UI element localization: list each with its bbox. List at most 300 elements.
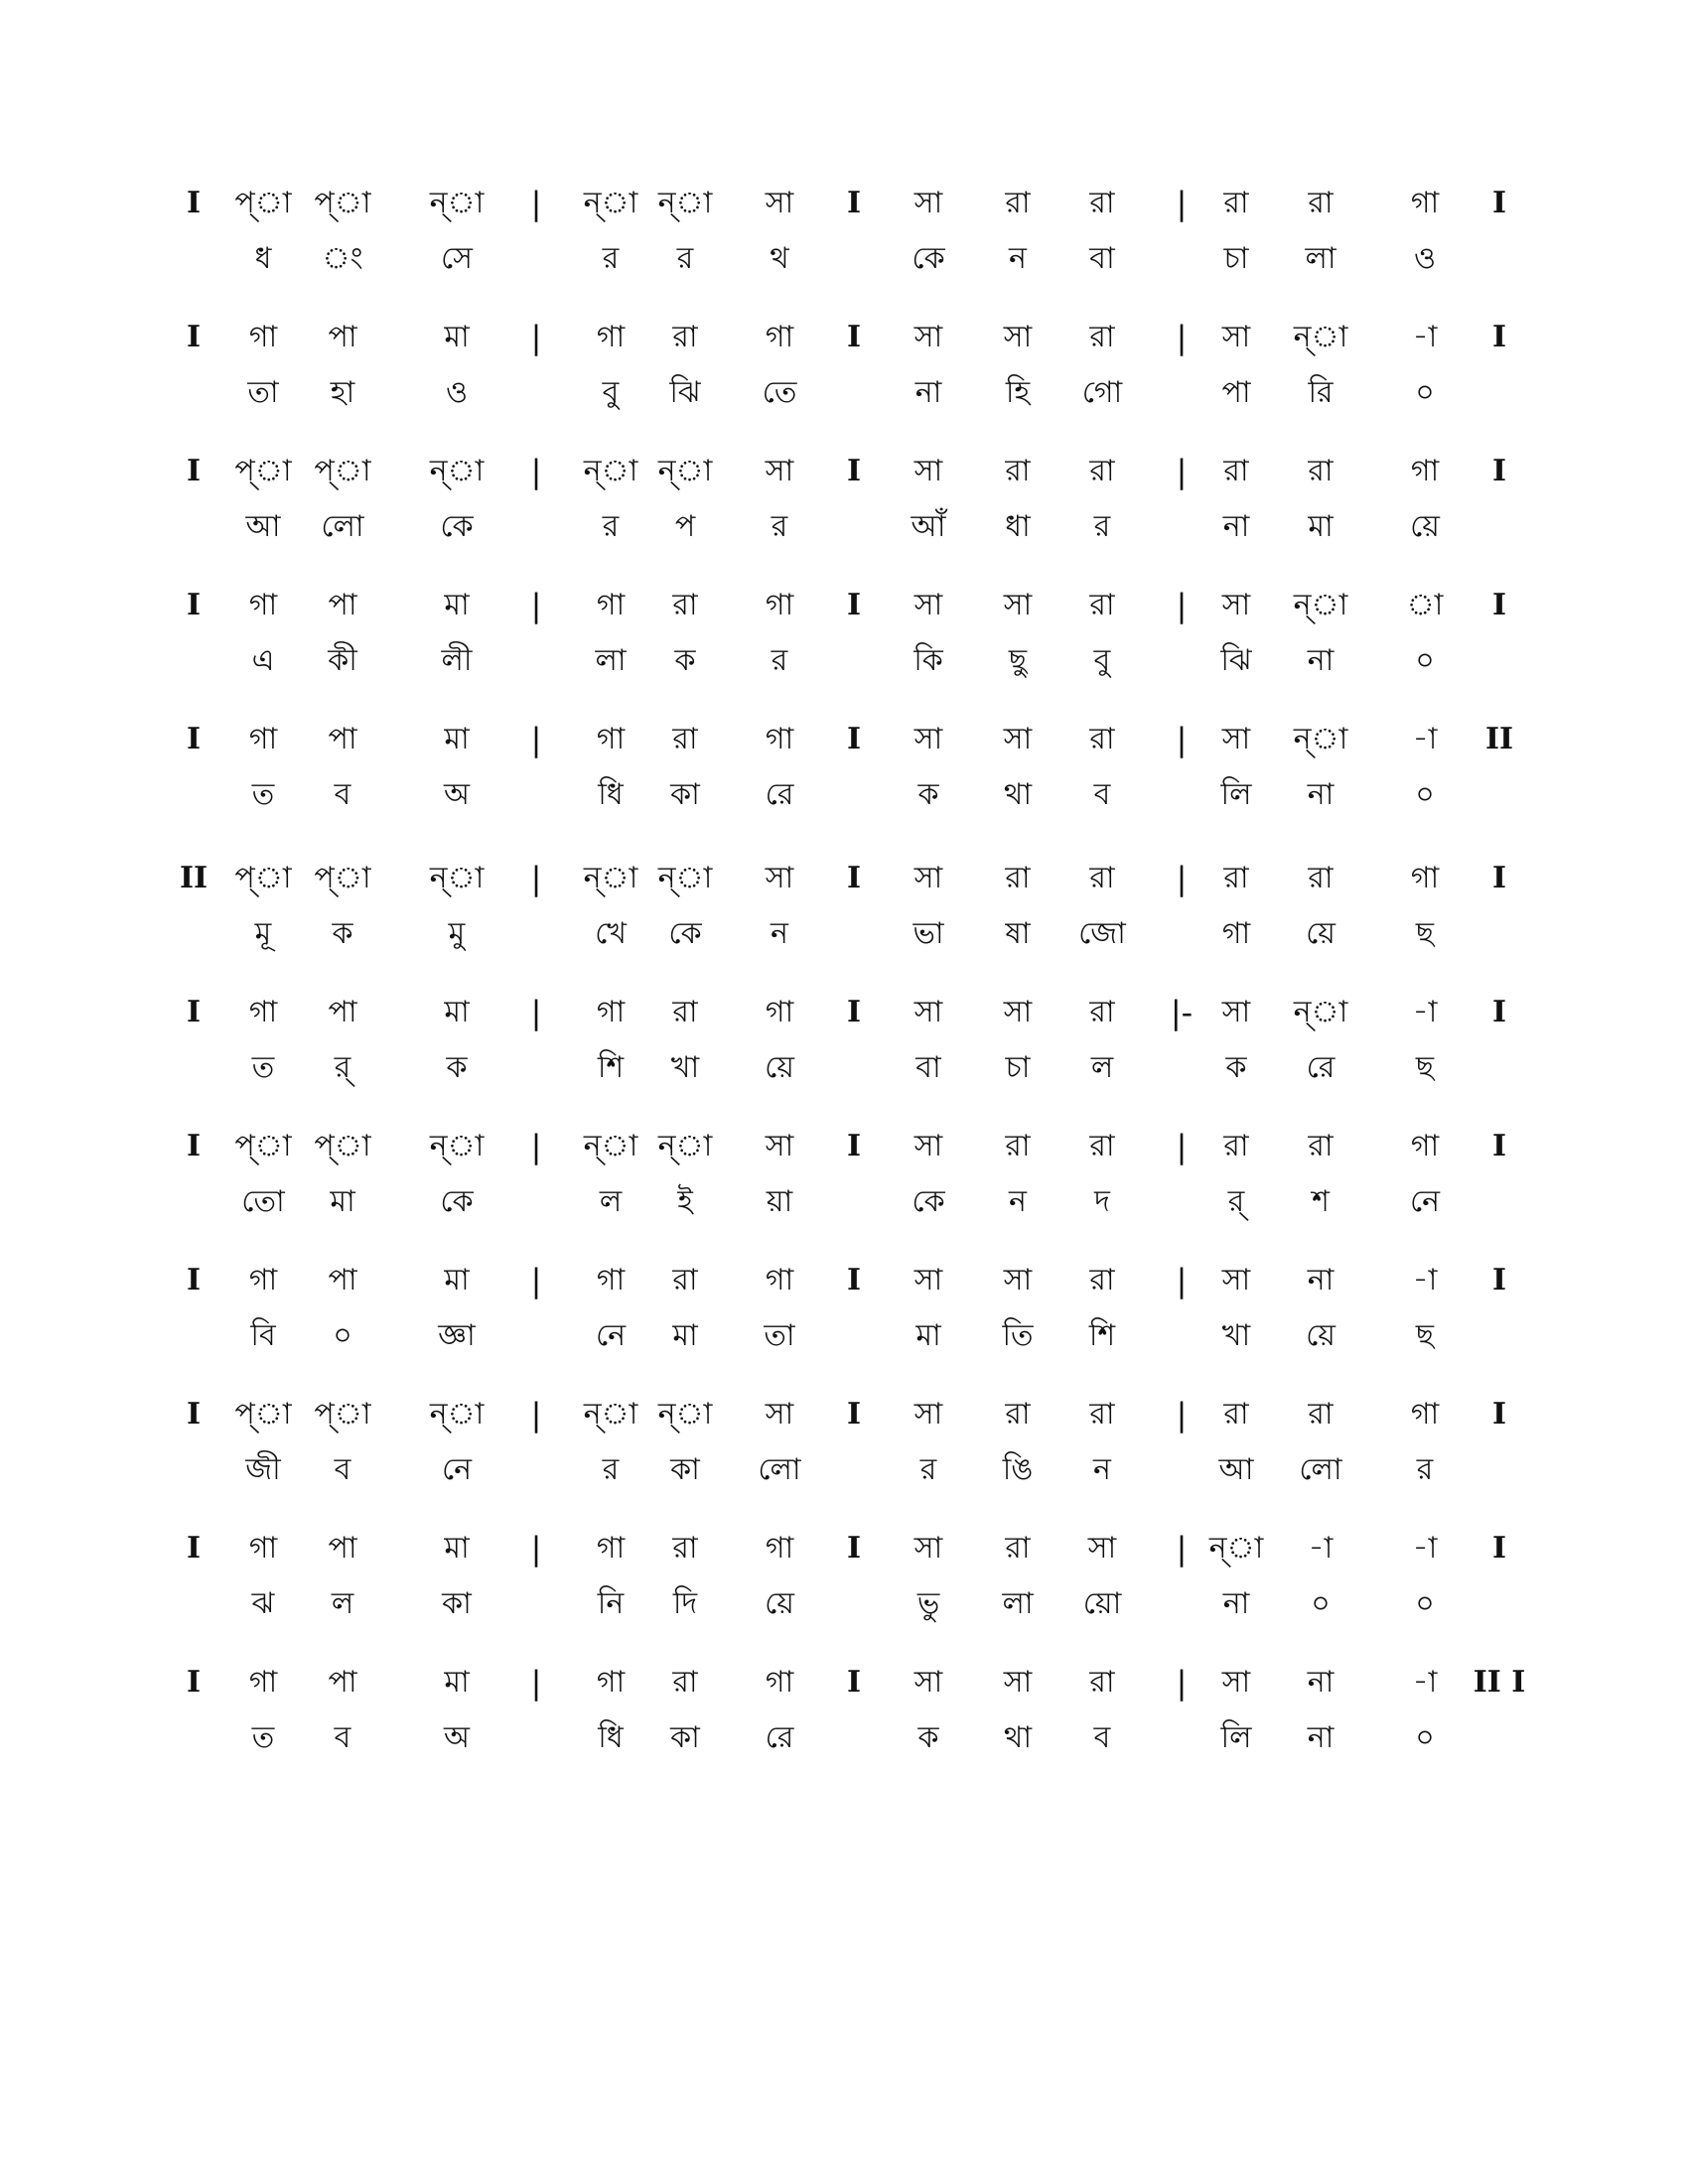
swara-line — [0, 988, 1688, 1037]
lyric-syllable: র — [1416, 1452, 1434, 1487]
swara-note: -া — [1412, 995, 1438, 1029]
lyric-syllable: ভা — [913, 916, 944, 951]
lyric-syllable: তি — [1002, 1318, 1034, 1353]
lyric-syllable: নে — [595, 1318, 627, 1353]
lyric-syllable: আঁ — [911, 509, 946, 544]
swara-note: গা — [1410, 186, 1440, 220]
lyric-syllable: ও — [445, 375, 469, 410]
lyric-syllable: মা — [1308, 509, 1334, 544]
lyric-syllable: র — [676, 241, 694, 276]
swara-note: রা — [1089, 1665, 1115, 1700]
lyric-syllable: পা — [1221, 375, 1251, 410]
lyric-syllable: ০ — [1415, 1586, 1435, 1621]
lyric-syllable: লি — [1220, 1720, 1252, 1755]
lyric-syllable: লা — [1002, 1586, 1034, 1621]
swara-note: গা — [765, 1665, 794, 1700]
notation-row — [0, 313, 1688, 432]
bar-line: I — [1491, 454, 1507, 488]
swara-note: গা — [596, 320, 626, 354]
bar-line: |- — [1170, 994, 1194, 1031]
lyric-syllable: র — [771, 643, 788, 678]
lyric-syllable: ক — [917, 1720, 939, 1755]
notation-row — [0, 447, 1688, 566]
notation-row — [0, 988, 1688, 1107]
lyric-syllable: ০ — [1311, 1586, 1331, 1621]
swara-line — [0, 1122, 1688, 1171]
swara-note: রা — [672, 1531, 698, 1566]
bar-line: I — [1491, 861, 1507, 895]
bar-line: I — [186, 1531, 202, 1566]
swara-note: রা — [1089, 1397, 1115, 1432]
swara-note: সা — [914, 320, 943, 354]
swara-line — [0, 1658, 1688, 1707]
lyric-syllable: লো — [758, 1452, 801, 1487]
swara-note: রা — [1005, 454, 1031, 488]
swara-note: রা — [1223, 186, 1249, 220]
bar-line: | — [530, 860, 542, 897]
bar-line: I — [846, 1129, 862, 1163]
swara-note: রা — [1223, 454, 1249, 488]
swara-note: প্‌া — [234, 1129, 292, 1163]
swara-note: -া — [1412, 1665, 1438, 1700]
swara-line — [0, 447, 1688, 496]
lyric-syllable: য়া — [766, 1184, 793, 1219]
lyric-syllable: নে — [1409, 1184, 1441, 1219]
swara-note: সা — [1003, 1263, 1033, 1297]
lyric-syllable: মা — [330, 1184, 355, 1219]
lyric-line — [0, 1579, 1688, 1629]
lyric-syllable: ষা — [1005, 916, 1031, 951]
swara-note: গা — [1410, 1129, 1440, 1163]
swara-note: পা — [328, 588, 357, 622]
swara-note: রা — [672, 320, 698, 354]
bar-line: I — [846, 186, 862, 220]
swara-note: পা — [328, 722, 357, 756]
swara-note: প্‌া — [314, 1129, 371, 1163]
notation-row — [0, 715, 1688, 834]
lyric-syllable: ব — [334, 1452, 352, 1487]
bar-line: I — [1491, 1531, 1507, 1566]
bar-line: | — [530, 1128, 542, 1165]
swara-note: রা — [1308, 1397, 1334, 1432]
swara-line — [0, 1256, 1688, 1305]
lyric-syllable: ত — [251, 1720, 275, 1755]
notation-row — [0, 581, 1688, 700]
lyric-line — [0, 1713, 1688, 1763]
swara-note: গা — [248, 722, 278, 756]
swara-note: -া — [1412, 320, 1438, 354]
lyric-syllable: ঝি — [1220, 643, 1252, 678]
swara-note: ন্‌া — [1208, 1531, 1264, 1566]
lyric-line — [0, 502, 1688, 552]
swara-note: রা — [1308, 861, 1334, 895]
swara-note: সা — [1221, 722, 1251, 756]
lyric-syllable: কী — [328, 643, 357, 678]
lyric-syllable: নি — [597, 1586, 625, 1621]
lyric-line — [0, 636, 1688, 686]
swara-note: গা — [248, 588, 278, 622]
lyric-syllable: র — [919, 1452, 937, 1487]
lyric-syllable: রে — [765, 1720, 794, 1755]
bar-line: | — [1176, 1396, 1188, 1433]
lyric-syllable: ধি — [598, 1720, 624, 1755]
bar-line: I — [186, 722, 202, 756]
bar-line: I — [846, 454, 862, 488]
swara-note: ন্‌া — [1293, 588, 1348, 622]
swara-note: সা — [1221, 1665, 1251, 1700]
lyric-syllable: য়ে — [1306, 916, 1336, 951]
lyric-syllable: ই — [677, 1184, 693, 1219]
lyric-syllable: ধ — [254, 241, 272, 276]
lyric-syllable: ০ — [1415, 777, 1435, 812]
swara-line — [0, 1524, 1688, 1573]
swara-note: রা — [1089, 995, 1115, 1029]
swara-note: মা — [444, 1263, 470, 1297]
lyric-syllable: থা — [1003, 1720, 1033, 1755]
lyric-syllable: ছ — [1415, 1050, 1435, 1085]
lyric-syllable: ক — [446, 1050, 468, 1085]
lyric-syllable: গো — [1081, 375, 1123, 410]
lyric-syllable: দ — [1094, 1184, 1110, 1219]
lyric-syllable: ং — [322, 241, 363, 276]
swara-note: সা — [1221, 995, 1251, 1029]
bar-line: | — [1176, 185, 1188, 222]
swara-note: ন্‌া — [583, 1129, 638, 1163]
bar-line: I — [846, 320, 862, 354]
lyric-syllable: ব — [334, 777, 352, 812]
swara-note: রা — [1308, 1129, 1334, 1163]
lyric-syllable: কে — [440, 509, 474, 544]
swara-note: গা — [765, 722, 794, 756]
lyric-syllable: ধি — [598, 777, 624, 812]
bar-line: | — [1176, 860, 1188, 897]
lyric-syllable: ধা — [1005, 509, 1031, 544]
lyric-syllable: কে — [440, 1184, 474, 1219]
bar-line: I — [846, 995, 862, 1029]
swara-note: ন্‌া — [429, 861, 485, 895]
swara-note: গা — [596, 1263, 626, 1297]
lyric-syllable: লো — [321, 509, 364, 544]
bar-line: I — [846, 1665, 862, 1700]
swara-note: রা — [1089, 454, 1115, 488]
bar-line: | — [1176, 1530, 1188, 1568]
lyric-syllable: তা — [247, 375, 279, 410]
bar-line: | — [1176, 1128, 1188, 1165]
swara-note: সা — [1003, 588, 1033, 622]
swara-note: রা — [1089, 186, 1115, 220]
swara-note: গা — [1410, 454, 1440, 488]
swara-note: সা — [1221, 1263, 1251, 1297]
swara-note: -া — [1412, 1263, 1438, 1297]
swara-note: সা — [914, 1665, 943, 1700]
bar-line: | — [530, 1664, 542, 1702]
swara-note: রা — [672, 1665, 698, 1700]
bar-line: | — [530, 587, 542, 624]
bar-line: | — [530, 721, 542, 758]
swara-note: সা — [1221, 320, 1251, 354]
swara-note: প্‌া — [314, 861, 371, 895]
swara-line — [0, 1390, 1688, 1439]
bar-line: II — [179, 861, 209, 895]
lyric-syllable: বু — [602, 375, 620, 410]
lyric-syllable: বা — [1089, 241, 1115, 276]
lyric-syllable: লো — [1299, 1452, 1342, 1487]
lyric-syllable: খে — [595, 916, 627, 951]
lyric-syllable: ছ — [1415, 916, 1435, 951]
swara-note: সা — [765, 1129, 794, 1163]
lyric-syllable: মা — [915, 1318, 941, 1353]
lyric-line — [0, 1445, 1688, 1495]
bar-line: II — [1484, 722, 1514, 756]
swara-note: রা — [1005, 1129, 1031, 1163]
lyric-syllable: মা — [672, 1318, 698, 1353]
bar-line: | — [1176, 587, 1188, 624]
swara-note: প্‌া — [234, 1397, 292, 1432]
lyric-syllable: র — [1093, 509, 1111, 544]
swara-note: ন্‌া — [1293, 995, 1348, 1029]
lyric-syllable: শি — [597, 1050, 625, 1085]
lyric-syllable: না — [1307, 643, 1335, 678]
lyric-syllable: ঙি — [1002, 1452, 1034, 1487]
lyric-syllable: না — [1222, 1586, 1250, 1621]
bar-line: I — [1491, 1129, 1507, 1163]
lyric-syllable: ঝ — [251, 1586, 275, 1621]
bar-line: II I — [1473, 1665, 1526, 1700]
swara-note: রা — [1005, 186, 1031, 220]
lyric-syllable: ল — [599, 1184, 623, 1219]
lyric-line — [0, 770, 1688, 820]
lyric-syllable: রি — [1308, 375, 1334, 410]
lyric-syllable: বু — [1093, 643, 1111, 678]
swara-note: ন্‌া — [657, 1397, 713, 1432]
lyric-syllable: ০ — [1415, 375, 1435, 410]
bar-line: | — [1176, 1664, 1188, 1702]
swara-note: ন্‌া — [583, 1397, 638, 1432]
swara-note: সা — [1087, 1531, 1117, 1566]
swara-line — [0, 854, 1688, 903]
lyric-syllable: কে — [912, 1184, 945, 1219]
bar-line: I — [846, 1263, 862, 1297]
swara-note: রা — [1089, 1129, 1115, 1163]
lyric-syllable: ও — [1413, 241, 1437, 276]
lyric-syllable: তো — [241, 1184, 285, 1219]
lyric-syllable: ব — [334, 1720, 352, 1755]
lyric-line — [0, 1311, 1688, 1361]
swara-note: মা — [444, 1531, 470, 1566]
swara-note: ন্‌া — [1293, 722, 1348, 756]
lyric-syllable: জী — [245, 1452, 281, 1487]
swara-note: গা — [765, 588, 794, 622]
lyric-syllable: র — [771, 509, 788, 544]
swara-note: পা — [328, 995, 357, 1029]
bar-line: I — [1491, 1263, 1507, 1297]
swara-note: গা — [765, 1263, 794, 1297]
swara-note: রা — [1223, 1129, 1249, 1163]
lyric-syllable: র — [602, 1452, 620, 1487]
lyric-syllable: হা — [330, 375, 355, 410]
bar-line: I — [186, 1263, 202, 1297]
swara-note: সা — [1221, 588, 1251, 622]
swara-note: ন্‌া — [657, 1129, 713, 1163]
swara-note: গা — [596, 588, 626, 622]
lyric-syllable: ক — [1225, 1050, 1247, 1085]
bar-line: I — [186, 588, 202, 622]
lyric-syllable: রে — [1306, 1050, 1336, 1085]
bar-line: I — [186, 320, 202, 354]
swara-note: রা — [1223, 861, 1249, 895]
lyric-syllable: চা — [1223, 241, 1249, 276]
lyric-syllable: ছু — [1008, 643, 1028, 678]
bar-line: | — [530, 1396, 542, 1433]
swara-note: সা — [914, 1263, 943, 1297]
lyric-syllable: ক — [674, 643, 696, 678]
lyric-syllable: গা — [1221, 916, 1251, 951]
lyric-syllable: দি — [672, 1586, 698, 1621]
swara-note: রা — [1089, 320, 1115, 354]
swara-note: সা — [765, 454, 794, 488]
lyric-syllable: কা — [442, 1586, 472, 1621]
lyric-syllable: ব — [1093, 1720, 1111, 1755]
swara-note: গা — [596, 995, 626, 1029]
swara-note: মা — [444, 1665, 470, 1700]
swara-line — [0, 581, 1688, 630]
lyric-syllable: ভু — [916, 1586, 940, 1621]
lyric-syllable: না — [1307, 1720, 1335, 1755]
lyric-syllable: কা — [670, 1452, 700, 1487]
lyric-syllable: ত — [251, 777, 275, 812]
bar-line: I — [186, 1129, 202, 1163]
bar-line: | — [530, 1262, 542, 1299]
swara-note: রা — [672, 995, 698, 1029]
swara-note: গা — [765, 320, 794, 354]
lyric-syllable: র্ — [334, 1050, 352, 1085]
lyric-syllable: না — [1222, 509, 1250, 544]
swara-note: গা — [596, 1665, 626, 1700]
swara-line — [0, 715, 1688, 764]
swara-note: সা — [1003, 1665, 1033, 1700]
swara-note: -া — [1412, 722, 1438, 756]
lyric-syllable: চা — [1005, 1050, 1031, 1085]
bar-line: | — [530, 994, 542, 1031]
swara-note: ন্‌া — [657, 861, 713, 895]
lyric-syllable: ছ — [1415, 1318, 1435, 1353]
lyric-syllable: ন — [1009, 1184, 1027, 1219]
lyric-syllable: ন — [1093, 1452, 1111, 1487]
swara-note: গা — [1410, 861, 1440, 895]
swara-note: রা — [672, 1263, 698, 1297]
swara-note: রা — [1308, 186, 1334, 220]
bar-line: | — [1176, 453, 1188, 490]
swara-note: ন্‌া — [429, 186, 485, 220]
swara-note: রা — [1223, 1397, 1249, 1432]
swara-note: সা — [765, 1397, 794, 1432]
lyric-syllable: বি — [250, 1318, 276, 1353]
swara-note: প্‌া — [314, 1397, 371, 1432]
lyric-syllable: ত — [251, 1050, 275, 1085]
bar-line: I — [186, 1665, 202, 1700]
lyric-syllable: নে — [441, 1452, 473, 1487]
lyric-syllable: অ — [444, 777, 470, 812]
swara-note: রা — [1089, 588, 1115, 622]
lyric-syllable: য়ে — [1410, 509, 1440, 544]
bar-line: I — [1491, 1397, 1507, 1432]
bar-line: I — [846, 861, 862, 895]
lyric-syllable: য়ে — [765, 1586, 794, 1621]
lyric-syllable: লি — [1220, 777, 1252, 812]
swara-note: পা — [328, 320, 357, 354]
swara-note: া — [1406, 588, 1444, 622]
swara-note: না — [1307, 1665, 1335, 1700]
lyric-syllable: না — [914, 375, 942, 410]
lyric-syllable: য়ে — [1306, 1318, 1336, 1353]
swara-note: সা — [1003, 722, 1033, 756]
lyric-syllable: ক — [332, 916, 353, 951]
swara-note: রা — [1089, 722, 1115, 756]
notation-row — [0, 179, 1688, 298]
lyric-syllable: র্ — [1227, 1184, 1245, 1219]
swara-note: রা — [1005, 861, 1031, 895]
lyric-syllable: কে — [668, 916, 702, 951]
swara-note: সা — [914, 861, 943, 895]
swara-note: সা — [1003, 995, 1033, 1029]
swara-note: প্‌া — [234, 861, 292, 895]
swara-note: ন্‌া — [429, 454, 485, 488]
swara-note: রা — [672, 588, 698, 622]
lyric-syllable: জ্ঞা — [438, 1318, 476, 1353]
lyric-syllable: কা — [670, 1720, 700, 1755]
lyric-syllable: ল — [331, 1586, 354, 1621]
swara-note: গা — [248, 1665, 278, 1700]
swara-note: সা — [1003, 320, 1033, 354]
notation-row — [0, 1658, 1688, 1777]
swara-note: সা — [914, 1129, 943, 1163]
swara-note: রা — [1308, 454, 1334, 488]
bar-line: I — [186, 186, 202, 220]
swara-note: ন্‌া — [583, 861, 638, 895]
lyric-syllable: আ — [1218, 1452, 1254, 1487]
lyric-syllable: হি — [1005, 375, 1031, 410]
lyric-syllable: সে — [441, 241, 473, 276]
swara-line — [0, 313, 1688, 362]
swara-note: সা — [765, 861, 794, 895]
bar-line: | — [1176, 1262, 1188, 1299]
swara-note: মা — [444, 722, 470, 756]
lyric-syllable: ০ — [1415, 1720, 1435, 1755]
swara-note: গা — [596, 722, 626, 756]
swara-note: ন্‌া — [583, 186, 638, 220]
swara-note: রা — [1005, 1397, 1031, 1432]
lyric-syllable: লা — [1305, 241, 1336, 276]
notation-row — [0, 854, 1688, 973]
lyric-syllable: ০ — [333, 1318, 352, 1353]
swara-note: পা — [328, 1531, 357, 1566]
lyric-syllable: মূ — [254, 916, 272, 951]
swara-note: গা — [1410, 1397, 1440, 1432]
notation-row — [0, 1256, 1688, 1375]
lyric-syllable: ল — [1090, 1050, 1114, 1085]
bar-line: | — [530, 185, 542, 222]
swara-note: ন্‌া — [657, 454, 713, 488]
swara-note: সা — [765, 186, 794, 220]
lyric-syllable: য়ে — [765, 1050, 794, 1085]
lyric-syllable: ব — [1093, 777, 1111, 812]
lyric-line — [0, 1177, 1688, 1227]
lyric-syllable: কে — [912, 241, 945, 276]
bar-line: I — [186, 995, 202, 1029]
bar-line: I — [846, 722, 862, 756]
swara-note: সা — [914, 1531, 943, 1566]
swara-note: না — [1307, 1263, 1335, 1297]
